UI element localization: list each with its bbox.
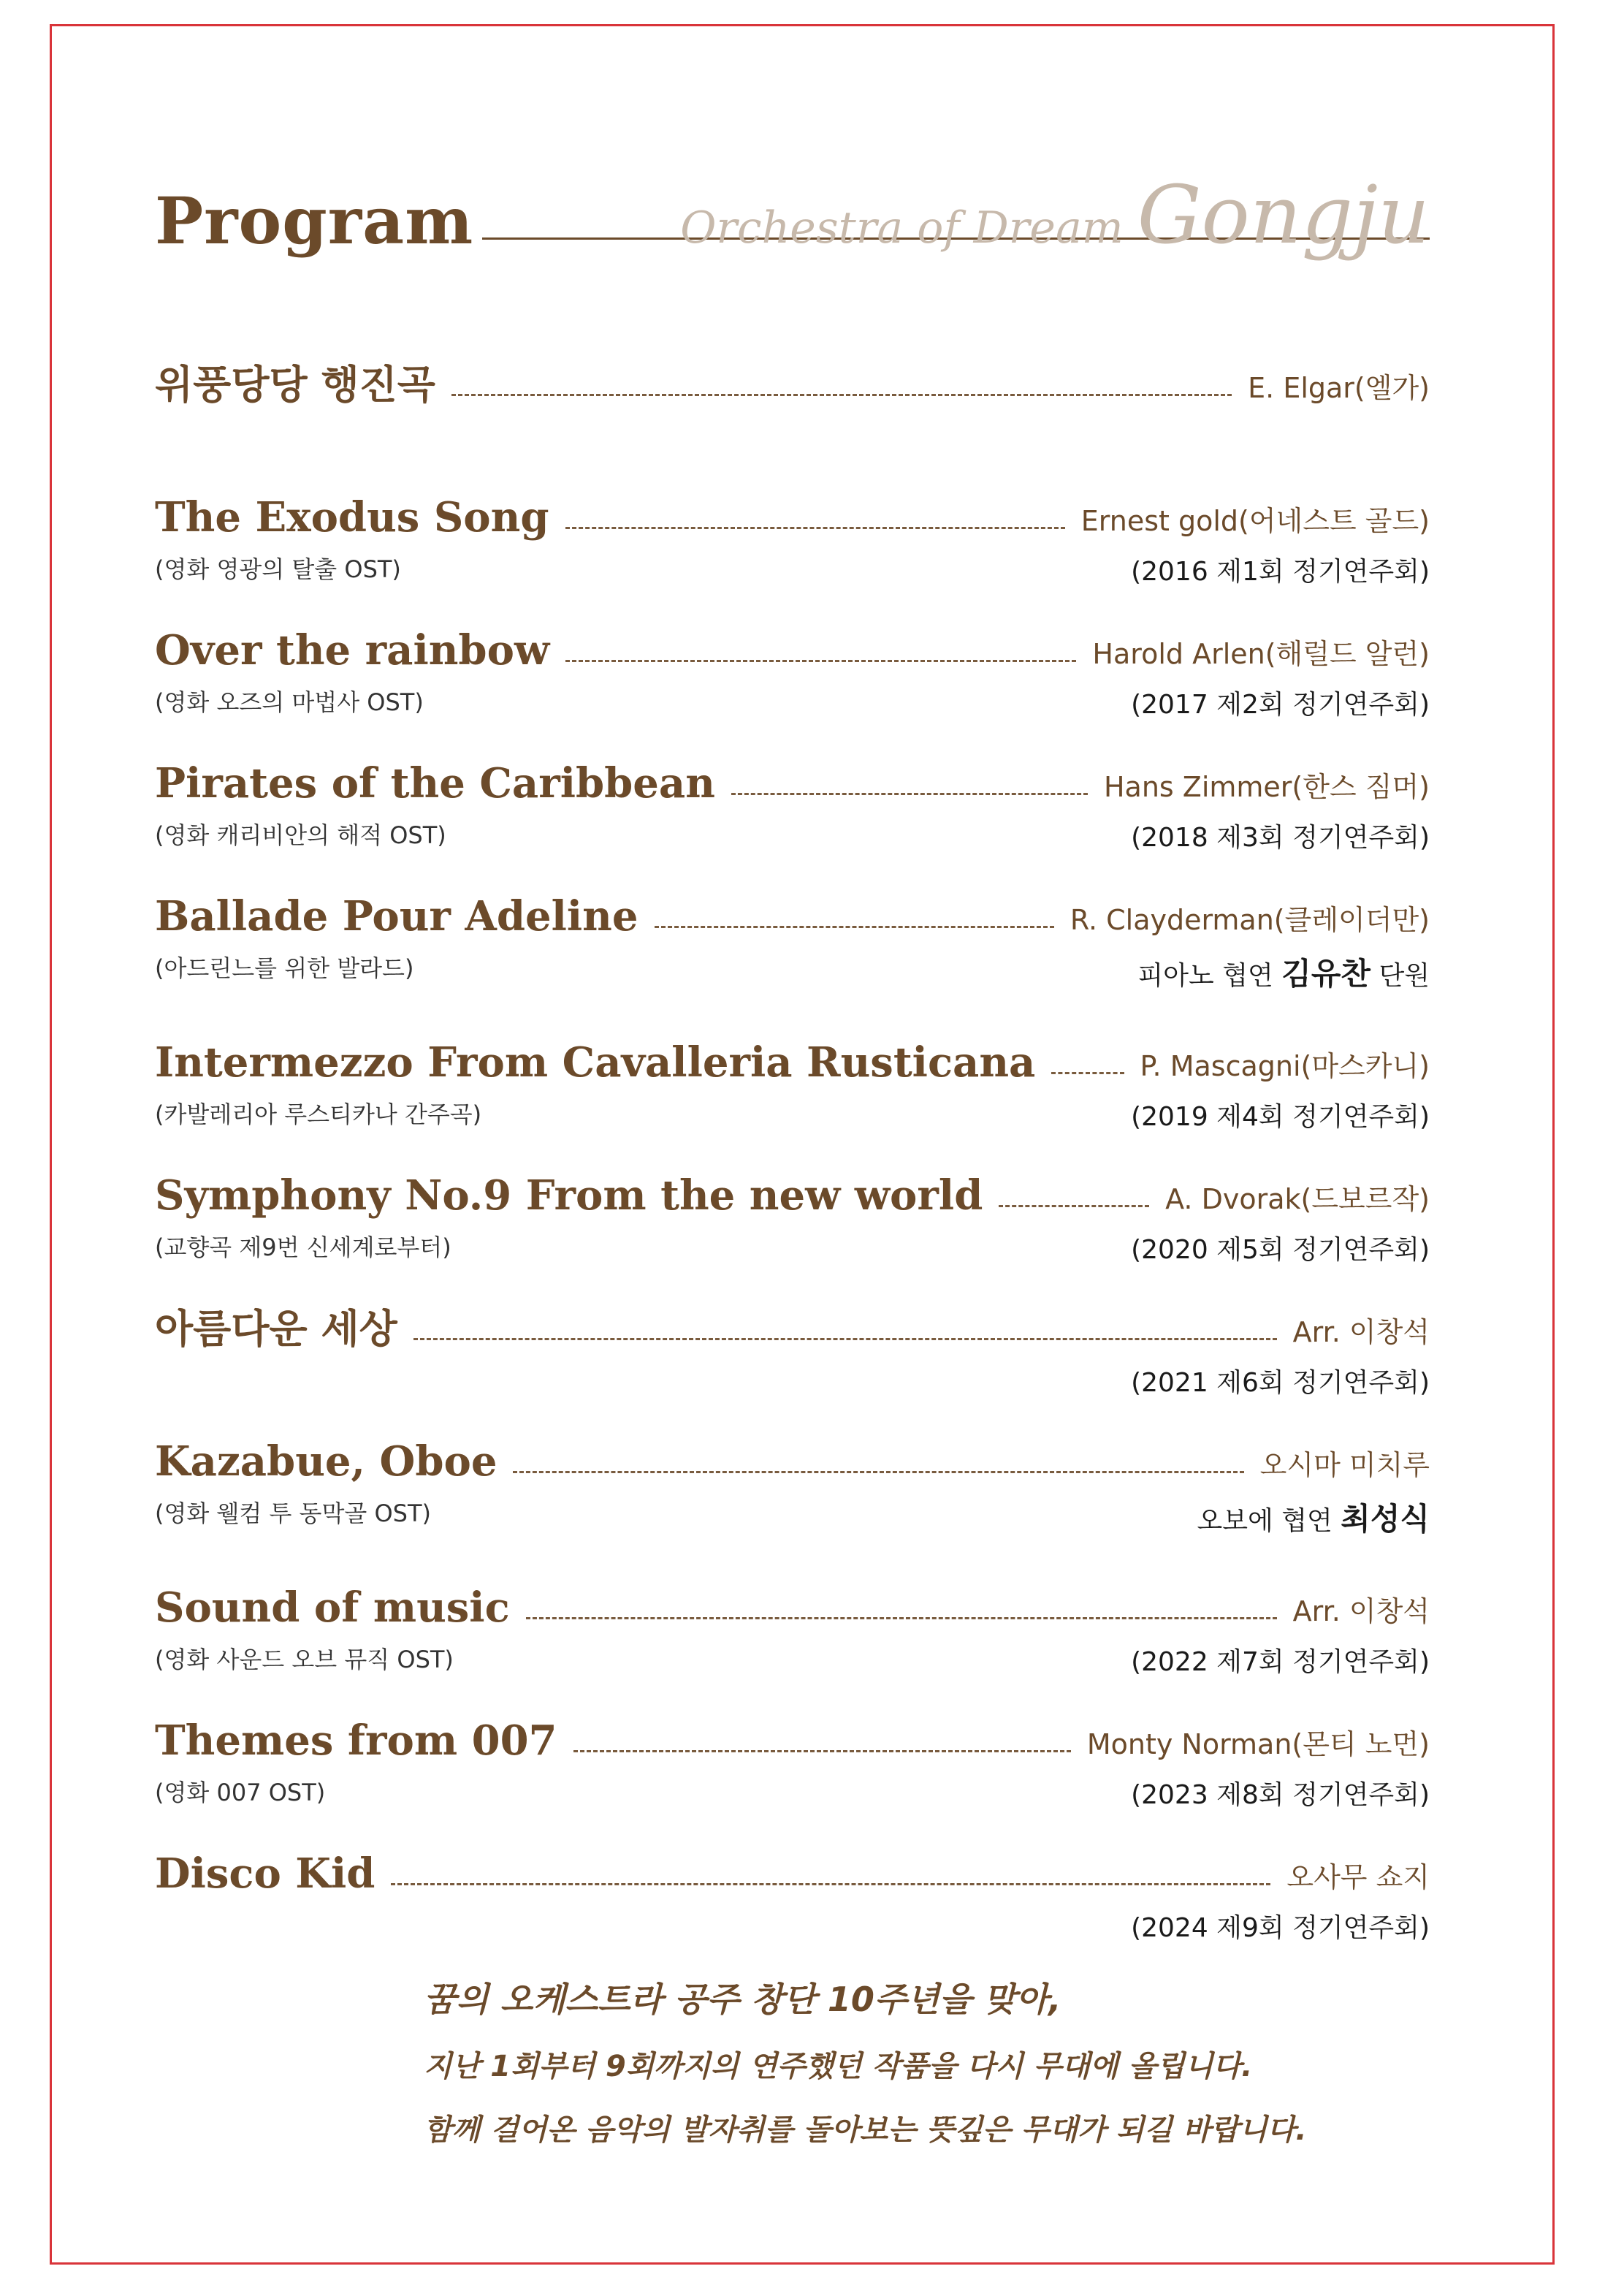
program-title: Program	[155, 183, 474, 259]
piece-title: 위풍당당 행진곡	[155, 362, 435, 408]
piece-note: (영화 사운드 오브 뮤직 OST)	[155, 1646, 454, 1673]
performer-info	[1197, 1495, 1430, 1539]
piece-title: Themes from 007	[155, 1717, 557, 1765]
leader-dots	[999, 1205, 1149, 1207]
performer-label: 오보에 협연	[1197, 1506, 1341, 1536]
program-item	[155, 615, 1430, 748]
performer-info	[1138, 950, 1430, 994]
composer: A. Dvorak(드보르작)	[1165, 1183, 1430, 1215]
concert-info: (2020 제5회 정기연주회)	[1131, 1235, 1430, 1265]
concert-info: (2018 제3회 정기연주회)	[1131, 823, 1430, 853]
orchestra-name	[680, 168, 1430, 262]
piece-title: Ballade Pour Adeline	[155, 892, 638, 940]
program-item	[155, 1027, 1430, 1160]
concert-info: (2021 제6회 정기연주회)	[1131, 1368, 1430, 1398]
composer: Arr. 이창석	[1292, 1316, 1430, 1348]
piece-note: (카발레리아 루스티카나 간주곡)	[155, 1101, 482, 1128]
orchestra-name-main: Orchestra of Dream	[680, 202, 1124, 254]
performer-name: 최성식	[1341, 1501, 1430, 1537]
composer: Hans Zimmer(한스 짐머)	[1103, 771, 1430, 803]
program-item	[155, 1293, 1430, 1426]
piece-note: (영화 웰컴 투 동막골 OST)	[155, 1499, 431, 1527]
composer: E. Elgar(엘가)	[1248, 372, 1430, 404]
piece-title: Symphony No.9 From the new world	[155, 1171, 983, 1220]
leader-dots	[526, 1617, 1277, 1619]
program-item	[155, 482, 1430, 615]
concert-info: (2022 제7회 정기연주회)	[1131, 1647, 1430, 1677]
piece-note: (아드린느를 위한 발라드)	[155, 954, 414, 982]
program-item	[155, 349, 1430, 482]
composer: Harold Arlen(해럴드 알런)	[1092, 638, 1430, 670]
program-item	[155, 881, 1430, 1027]
piece-title: The Exodus Song	[155, 493, 549, 541]
concert-info: (2017 제2회 정기연주회)	[1131, 690, 1430, 720]
leader-dots	[1051, 1072, 1124, 1074]
anniversary-message	[424, 1973, 1446, 2148]
composer: 오시마 미치루	[1259, 1449, 1430, 1481]
program-item	[155, 1426, 1430, 1573]
message-line: 함께 걸어온 음악의 발자취를 돌아보는 뜻깊은 무대가 되길 바랍니다.	[424, 2113, 1307, 2147]
piece-note: (영화 007 OST)	[155, 1779, 326, 1806]
piece-note: (영화 영광의 탈출 OST)	[155, 555, 401, 583]
orchestra-name-city: Gongju	[1137, 168, 1430, 262]
composer: 오사무 쇼지	[1286, 1861, 1430, 1893]
leader-dots	[391, 1883, 1270, 1885]
composer: Ernest gold(어네스트 골드)	[1080, 505, 1430, 537]
leader-dots	[451, 394, 1232, 396]
leader-dots	[655, 926, 1054, 928]
program-item	[155, 1706, 1430, 1839]
concert-info: (2024 제9회 정기연주회)	[1131, 1913, 1430, 1943]
piece-title: Kazabue, Oboe	[155, 1437, 497, 1486]
composer: R. Clayderman(클레이더만)	[1070, 904, 1430, 936]
performer-label: 피아노 협연	[1137, 961, 1282, 991]
program-header	[155, 168, 1430, 285]
program-list	[155, 349, 1430, 1972]
piece-title: Over the rainbow	[155, 626, 550, 674]
message-line: 꿈의 오케스트라 공주 창단 10주년을 맞아,	[424, 1980, 1061, 2019]
piece-note: (영화 캐리비안의 해적 OST)	[155, 821, 446, 849]
message-line: 지난 1회부터 9회까지의 연주했던 작품을 다시 무대에 올립니다.	[424, 2050, 1253, 2083]
leader-dots	[565, 527, 1065, 529]
program-item	[155, 1573, 1430, 1706]
piece-title: Intermezzo From Cavalleria Rusticana	[155, 1038, 1036, 1087]
piece-note: (교향곡 제9번 신세계로부터)	[155, 1233, 451, 1261]
piece-title: Disco Kid	[155, 1850, 375, 1898]
performer-suffix: 단원	[1370, 961, 1430, 991]
piece-note: (영화 오즈의 마법사 OST)	[155, 688, 424, 716]
performer-name: 김유찬	[1281, 956, 1370, 992]
composer: Arr. 이창석	[1292, 1595, 1430, 1627]
concert-info: (2016 제1회 정기연주회)	[1131, 557, 1430, 587]
leader-dots	[565, 660, 1076, 662]
program-item	[155, 1839, 1430, 1972]
concert-info: (2023 제8회 정기연주회)	[1131, 1780, 1430, 1810]
leader-dots	[731, 793, 1088, 795]
composer: P. Mascagni(마스카니)	[1140, 1050, 1430, 1082]
leader-dots	[573, 1750, 1071, 1752]
program-item	[155, 1160, 1430, 1293]
program-item	[155, 748, 1430, 881]
composer: Monty Norman(몬티 노먼)	[1086, 1728, 1430, 1760]
piece-title: 아름다운 세상	[155, 1306, 397, 1352]
leader-dots	[413, 1338, 1277, 1340]
piece-title: Pirates of the Caribbean	[155, 759, 715, 807]
leader-dots	[513, 1471, 1243, 1473]
concert-info: (2019 제4회 정기연주회)	[1131, 1102, 1430, 1132]
piece-title: Sound of music	[155, 1584, 510, 1632]
